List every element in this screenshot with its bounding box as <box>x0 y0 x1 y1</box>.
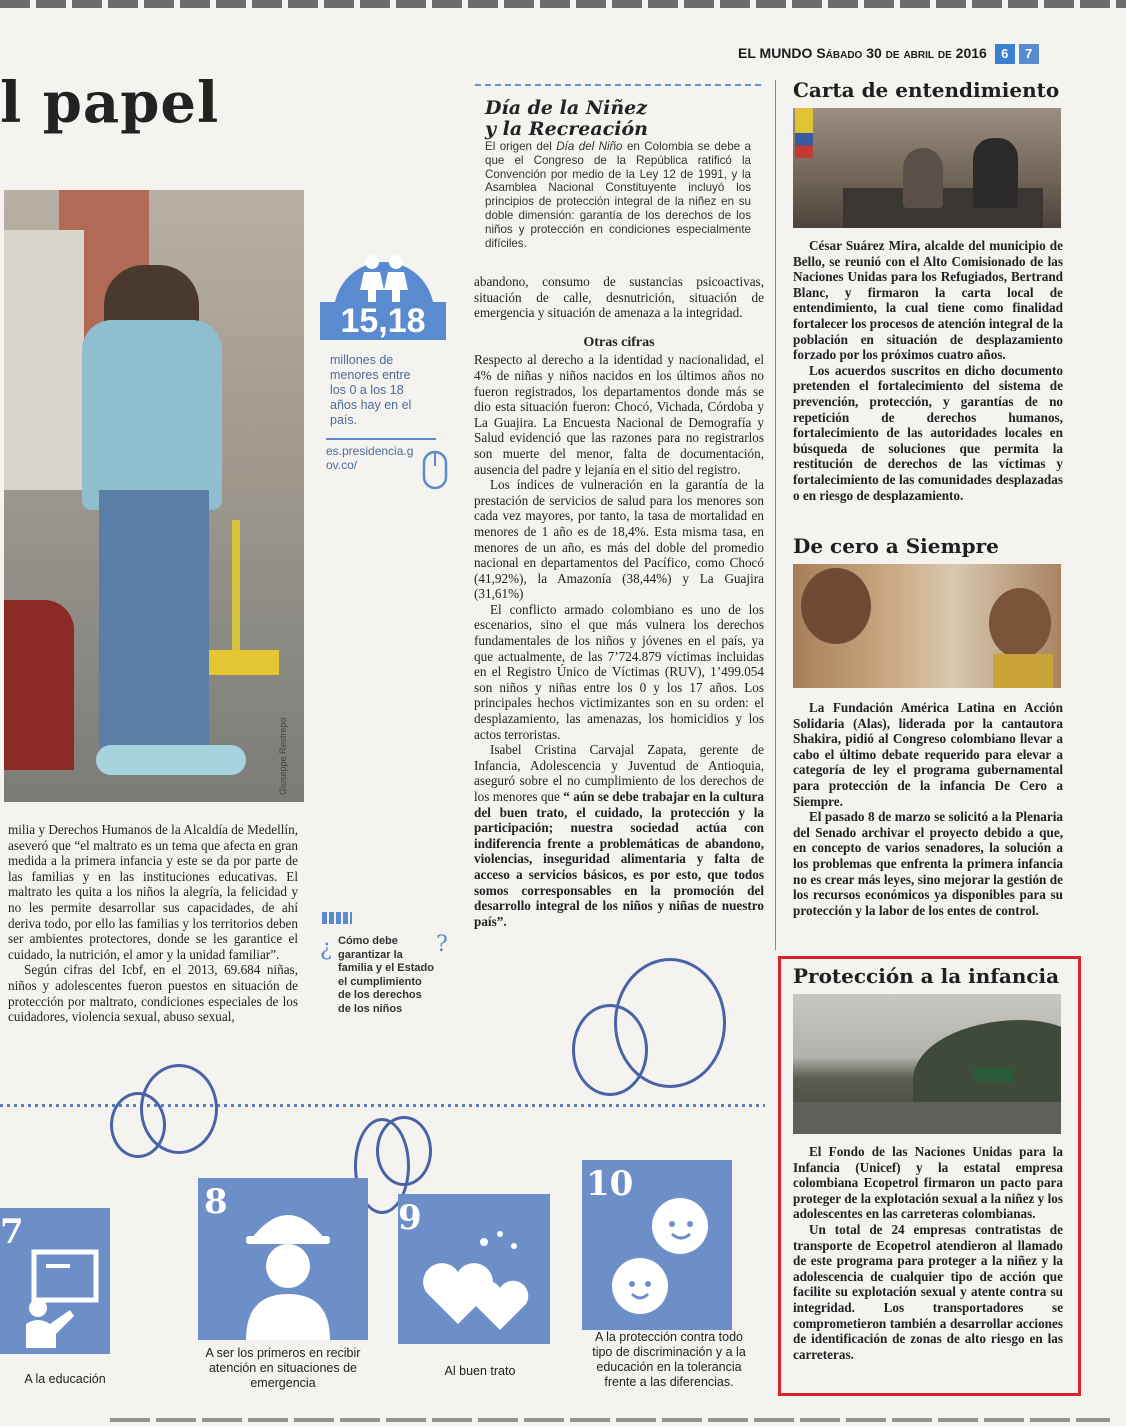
caption-tile-8: A ser los primeros en recibir atención en situaciones de emergencia <box>205 1346 361 1390</box>
middle-quote: “ aún se debe trabajar en la cultura del buen trato, el cuidado, la protección y la participación; nuestra sociedad actúa con indiferencia frente a problemáticas de abandono, violencias, inseguridad alimentaria y falta de acceso a servicios básicos, es por esto, que todos somos corresponsables en la promoción del desarrollo integral de los niños y niñas de nuestro país”. <box>474 789 764 929</box>
main-photo-girl <box>4 190 304 802</box>
page-number-left: 6 <box>995 44 1015 64</box>
firefighter-icon <box>238 1198 338 1340</box>
photo-sign <box>973 1068 1013 1082</box>
top-border <box>0 0 1126 8</box>
balloon-icon-1b <box>140 1064 218 1154</box>
stat-value: 15,18 <box>340 302 426 340</box>
column-divider <box>775 80 776 950</box>
infobox-title <box>485 98 648 140</box>
infographic-tile-8 <box>198 1178 368 1340</box>
bottom-border <box>110 1418 1110 1422</box>
photo-storefront <box>4 230 84 490</box>
photo-children <box>793 564 1061 688</box>
infographic-tile-9 <box>398 1194 550 1344</box>
question-box-bars <box>322 912 352 924</box>
caption-tile-9: Al buen trato <box>444 1364 516 1378</box>
infobox-text <box>485 140 751 250</box>
mouse-icon <box>422 446 450 492</box>
caption-tile-10: A la protección contra todo tipo de discriminación y a la educación en la tolerancia frente a las diferencias. <box>592 1330 746 1389</box>
middle-paragraph-1: Respecto al derecho a la identidad y nacionalidad, el 4% de niñas y niños nacidos en los últimos años no fueron registrados, los departamentos donde más se dio esta situación fueron: Chocó, Vichada, Córdoba y La Guajira. La Encuesta Nacional de Demografía y Salud evidenció que las razones para no registrarlos son muerte del menor, falta de documentación, ausencia del padre y lejanía en el sitio del registro. <box>474 352 764 477</box>
photo-road-landscape <box>793 994 1061 1134</box>
left-paragraph-2: Según cifras del Icbf, en el 2013, 69.684 niñas, niños y adolescentes fueron puestos en situación de protección por maltrato, condiciones especiales de los cuidadores, violencia sexual, abuso sexual, <box>8 962 298 1025</box>
middle-paragraph-4 <box>474 742 764 929</box>
photo-child-face-a <box>801 568 871 644</box>
tile-number-10: 10 <box>586 1164 634 1204</box>
page-header <box>738 44 1039 64</box>
question-mark-close-icon: ? <box>436 932 448 957</box>
stat-divider <box>326 438 436 440</box>
paper-name: EL MUNDO <box>738 45 813 61</box>
photo-girl-shoes <box>96 745 246 775</box>
left-column-text <box>8 822 298 1025</box>
section-title-proteccion: Protección a la infancia <box>793 964 1060 988</box>
infobox-dashline <box>475 84 763 86</box>
tile-number-9: 9 <box>398 1198 422 1238</box>
infobox-text-em: Día del Niño <box>556 140 623 153</box>
question-box-text: Cómo debe garantizar la familia y el Estado el cumplimiento de los derechos de los niños <box>338 935 434 1015</box>
middle-paragraph-4-pre: Isabel Cristina Carvajal Zapata, gerente de Infancia, Adolescencia y Juventud de Antioquia, aseguró sobre el no cumplimiento de los derechos de los menores que <box>474 742 764 804</box>
photo-flag <box>795 108 813 158</box>
photo-meeting <box>793 108 1061 228</box>
proteccion-paragraph-1: El Fondo de las Naciones Unidas para la Infancia (Unicef) y la estatal empresa colombiana Ecopetrol firmaron un pacto para proteger de la explotación sexual a la niñez y los adolescentes en las carreteras colombianas. <box>793 1144 1063 1222</box>
page-number-right: 7 <box>1019 44 1039 64</box>
infobox-text-post: en Colombia se debe a que el Congreso de la República ratificó la Convención por medio de la Ley 12 de 1991, y la Asamblea Nacional Constituyente incluyó los principios de protección integral de la niñez en su doble dimensión: garantía de los derechos de los niños y protección en condiciones especialmente difíciles. <box>485 140 751 250</box>
cero-paragraph-1: La Fundación América Latina en Acción Solidaria (Alas), liderada por la cantautora Shakira, pidió al Congreso colombiano llevar a cabo el último debate requerido para elevar a categoría de ley el programa gubernamental para protección de la infancia De Cero a Siempre. <box>793 700 1063 809</box>
photo-broom <box>232 520 240 670</box>
infobox-title-line1: Día de la Niñez <box>485 97 648 119</box>
balloon-icon-2b <box>376 1116 432 1186</box>
children-faces-icon <box>602 1190 722 1324</box>
middle-paragraph-2: Los índices de vulneración en la garantía de la prestación de servicios de salud para los menores son cada vez mayores, por tanto, la tasa de mortalidad en menores de 1 año es de 18,4%. Esta misma tasa, en menores de un año, es más del doble del promedio nacional en departamentos del Pacífico, como Chocó (41,92%), la Amazonía (38,44%) y La Guajira (31,61%) <box>474 477 764 602</box>
section-title-cero: De cero a Siempre <box>793 534 999 558</box>
headline: l papel <box>0 70 220 136</box>
stat-description: millones de menores entre los 0 a los 18 años hay en el país. <box>330 353 412 427</box>
left-paragraph-1: milia y Derechos Humanos de la Alcaldía de Medellín, aseveró que “el maltrato es un tema que afecta en gran medida a la primera infancia y este se da por parte de las familias y en las instituciones educativas. El maltrato les quita a los niños la alegría, la felicidad y no les permite desarrollar sus capacidades, de ahí deriva todo, por ello las familias y los territorios deben ser ambientes protectores, donde se les garantice el cuidado, la nutrición, el amor y la unidad familiar”. <box>8 822 298 962</box>
infobox-text-pre: El origen del <box>485 140 557 153</box>
section-text-proteccion <box>793 1144 1063 1362</box>
photo-credit: Giuseppe Restrepo <box>278 717 288 795</box>
carta-paragraph-1: César Suárez Mira, alcalde del municipio de Bello, se reunió con el Alto Comisionado de las Naciones Unidas para los Refugiados, Bertrand Blanc, y firmaron la carta local de entendimiento, la cual tiene como finalidad fortalecer los procesos de atención integral de la población en situación de desplazamiento forzado por los próximos cuatro años. <box>793 238 1063 363</box>
caption-tile-7: A la educación <box>24 1372 106 1386</box>
proteccion-paragraph-2: Un total de 24 empresas contratistas de transporte de Ecopetrol atendieron al llamado de este programa para proteger a la niñez y la adolescencia de cualquier tipo de acción que facilite su explotación sexual y atente contra su integridad. Los transportadores se comprometieron también a desarrollar acciones de identificación de zonas de alto riesgo en las carreteras. <box>793 1221 1063 1362</box>
photo-girl-jeans <box>99 490 209 760</box>
infographic-tile-7 <box>0 1208 110 1354</box>
photo-person-b <box>903 148 943 208</box>
stat-value-box <box>320 302 446 340</box>
photo-broom-head <box>209 650 279 675</box>
photo-red-car <box>4 600 74 770</box>
section-text-cero <box>793 700 1063 918</box>
infographic-tile-10 <box>582 1160 732 1330</box>
middle-column-text <box>474 274 764 929</box>
children-icon-circle <box>320 232 448 312</box>
photo-girl-shirt <box>82 320 222 510</box>
infobox-title-line2: y la Recreación <box>485 118 648 140</box>
section-text-carta <box>793 238 1063 503</box>
cero-paragraph-2: El pasado 8 de marzo se solicitó a la Plenaria del Senado archivar el proyecto debido a que, en concepto de varios senadores, la solución a los problemas que enfrenta la primera infancia no es crear más leyes, sino mejorar la gestión de los recursos económicos ya disponibles para su protección y la labor de los entes de control. <box>793 809 1063 918</box>
photo-child-face-b <box>989 588 1051 658</box>
tile-number-7: 7 <box>0 1212 24 1252</box>
issue-date: Sábado 30 de abril de 2016 <box>816 45 987 61</box>
middle-subhead: Otras cifras <box>583 334 655 350</box>
balloon-icon-3b <box>614 958 726 1088</box>
photo-road <box>793 1102 1061 1134</box>
carta-paragraph-2: Los acuerdos suscritos en dicho documento pretenden el fortalecimiento del sistema de prevención, protección, y garantías de no repetición de derechos humanos, fortalecimiento de las autoridades locales en búsqueda de soluciones que permita la restitución de derechos de las víctimas y fortalecimiento de las comunidades desplazadas o en riesgo de desplazamiento. <box>793 362 1063 503</box>
hearts-icon <box>418 1224 538 1334</box>
tile-number-8: 8 <box>204 1182 228 1222</box>
middle-paragraph-3: El conflicto armado colombiano es uno de los escenarios, sino el que más vulnera los derechos fundamentales de los niños y jóvenes en el país, ya que actualmente, de las 7’724.879 víctimas incluidas en el Registro Único de Víctimas (RUV), 1’499.054 son niños y niñas entre los 0 y los 17 años. Los principales hechos victimizantes son en su orden: el desplazamiento, las amenazas, los homicidios y los actos terroristas. <box>474 601 764 742</box>
middle-lead: abandono, consumo de sustancias psicoactivas, situación de calle, desnutrición, situación de emergencia y situación de amenaza a la integridad. <box>474 274 764 321</box>
photo-person-a <box>973 138 1018 208</box>
stat-source: es.presidencia.gov.co/ <box>326 444 414 472</box>
section-title-carta: Carta de entendimiento <box>793 78 1060 102</box>
photo-child-shirt <box>993 654 1053 688</box>
question-mark-open-icon: ¿ <box>320 936 332 961</box>
teacher-blackboard-icon <box>20 1248 100 1348</box>
